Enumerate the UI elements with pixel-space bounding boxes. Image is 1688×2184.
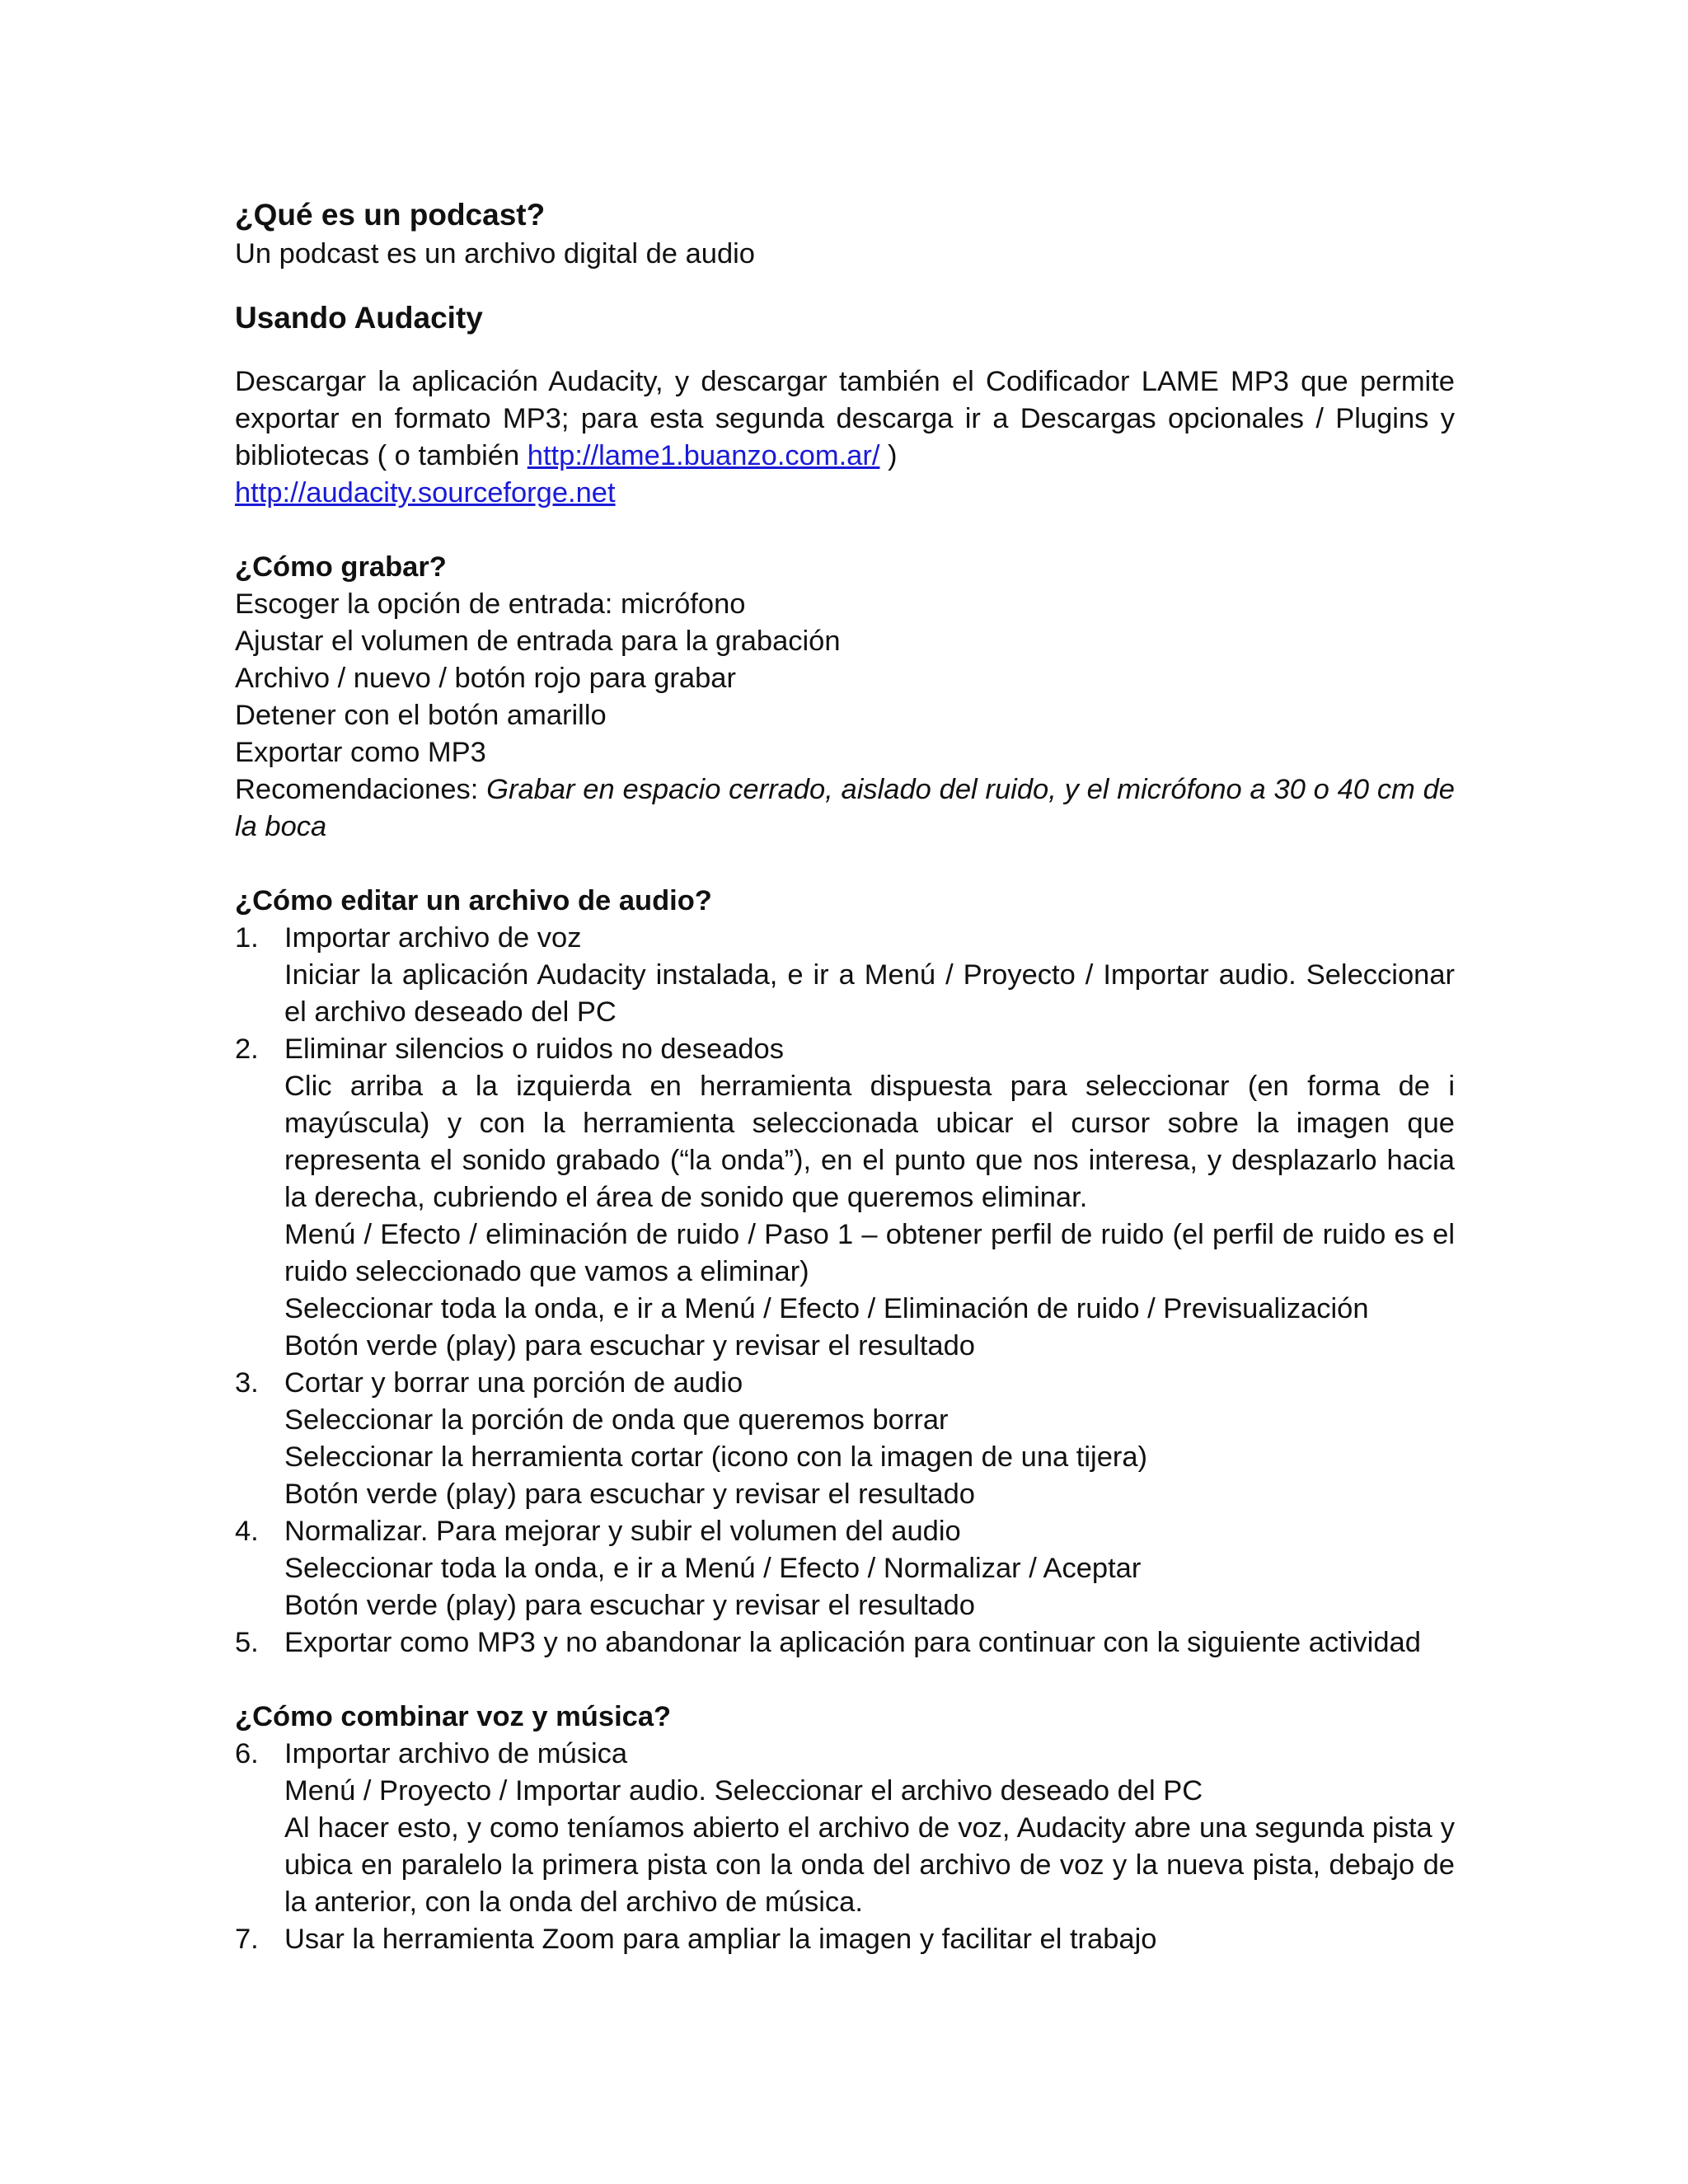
step-number: 4.	[235, 1516, 259, 1547]
step-line: Cortar y borrar una porción de audio	[284, 1367, 743, 1399]
grabar-line: Ajustar el volumen de entrada para la grabación	[235, 626, 841, 657]
step-line: Botón verde (play) para escuchar y revisar el resultado	[284, 1590, 975, 1621]
recomendaciones-label: Recomendaciones:	[235, 774, 487, 805]
heading-como-combinar: ¿Cómo combinar voz y música?	[235, 1701, 672, 1732]
heading-usando-audacity: Usando Audacity	[235, 301, 483, 335]
step-number: 6.	[235, 1738, 259, 1769]
audacity-link[interactable]: http://audacity.sourceforge.net	[235, 477, 616, 509]
step-line: Iniciar la aplicación Audacity instalada, e ir a Menú / Proyecto / Importar audio. Seleccionar el archivo deseado del PC	[284, 959, 1455, 1028]
grabar-line: Archivo / nuevo / botón rojo para grabar	[235, 663, 736, 694]
recomendaciones	[235, 771, 1455, 846]
step-line: Normalizar. Para mejorar y subir el volumen del audio	[284, 1516, 961, 1547]
editar-steps	[235, 920, 1455, 1661]
step-line: Menú / Proyecto / Importar audio. Seleccionar el archivo deseado del PC	[284, 1775, 1203, 1807]
step-number: 2.	[235, 1033, 259, 1065]
step-line: Usar la herramienta Zoom para ampliar la imagen y facilitar el trabajo	[284, 1924, 1157, 1955]
audacity-link-line	[235, 475, 1455, 512]
lame-link[interactable]: http://lame1.buanzo.com.ar/	[527, 440, 880, 471]
step-line: Seleccionar toda la onda, e ir a Menú / Efecto / Eliminación de ruido / Previsualización	[284, 1293, 1369, 1324]
grabar-line: Escoger la opción de entrada: micrófono	[235, 588, 746, 620]
step-number: 3.	[235, 1367, 259, 1399]
list-item	[235, 1624, 1455, 1661]
list-item	[235, 1031, 1455, 1365]
list-item	[235, 1736, 1455, 1921]
audacity-intro-text: Descargar la aplicación Audacity, y descargar también el Codificador LAME MP3 que permite exportar en formato MP3; para esta segunda descarga ir a Descargas opcionales / Plugins y bibliotecas ( o también	[235, 366, 1455, 471]
podcast-definition: Un podcast es un archivo digital de audio	[235, 238, 755, 269]
step-line: Botón verde (play) para escuchar y revisar el resultado	[284, 1330, 975, 1361]
heading-que-es-podcast: ¿Qué es un podcast?	[235, 198, 546, 232]
list-item	[235, 920, 1455, 1031]
list-item	[235, 1921, 1455, 1958]
step-number: 7.	[235, 1924, 259, 1955]
audacity-intro-close: )	[879, 440, 898, 471]
step-number: 1.	[235, 922, 259, 954]
step-line: Menú / Efecto / eliminación de ruido / Paso 1 – obtener perfil de ruido (el perfil de ruido es el ruido seleccionado que vamos a eliminar)	[284, 1219, 1455, 1287]
step-line: Eliminar silencios o ruidos no deseados	[284, 1033, 784, 1065]
step-number: 5.	[235, 1627, 259, 1658]
recomendaciones-text: Grabar en espacio cerrado, aislado del ruido, y el micrófono a 30 o 40 cm de la boca	[235, 774, 1455, 842]
combinar-steps	[235, 1736, 1455, 1958]
step-line: Exportar como MP3 y no abandonar la aplicación para continuar con la siguiente actividad	[284, 1627, 1421, 1658]
list-item	[235, 1513, 1455, 1624]
step-line: Importar archivo de voz	[284, 922, 582, 954]
step-line: Importar archivo de música	[284, 1738, 628, 1769]
heading-como-editar: ¿Cómo editar un archivo de audio?	[235, 885, 712, 916]
step-line: Botón verde (play) para escuchar y revisar el resultado	[284, 1479, 975, 1510]
step-line: Seleccionar la porción de onda que queremos borrar	[284, 1404, 949, 1436]
grabar-line: Detener con el botón amarillo	[235, 700, 607, 731]
step-line: Clic arriba a la izquierda en herramienta dispuesta para seleccionar (en forma de i mayúscula) y con la herramienta seleccionada ubicar el cursor sobre la imagen que representa el sonido grabado (“la onda”), en el punto que nos interesa, y desplazarlo hacia la derecha, cubriendo el área de sonido que queremos eliminar.	[284, 1071, 1455, 1213]
step-line: Seleccionar toda la onda, e ir a Menú / Efecto / Normalizar / Aceptar	[284, 1553, 1142, 1584]
grabar-line: Exportar como MP3	[235, 737, 486, 768]
audacity-intro	[235, 363, 1455, 475]
list-item	[235, 1365, 1455, 1513]
document-page	[235, 194, 1455, 1958]
heading-como-grabar: ¿Cómo grabar?	[235, 551, 447, 583]
step-line: Al hacer esto, y como teníamos abierto el archivo de voz, Audacity abre una segunda pista y ubica en paralelo la primera pista con la onda del archivo de voz y la nueva pista, debajo de la anterior, con la onda del archivo de música.	[284, 1812, 1455, 1918]
step-line: Seleccionar la herramienta cortar (icono con la imagen de una tijera)	[284, 1441, 1148, 1473]
